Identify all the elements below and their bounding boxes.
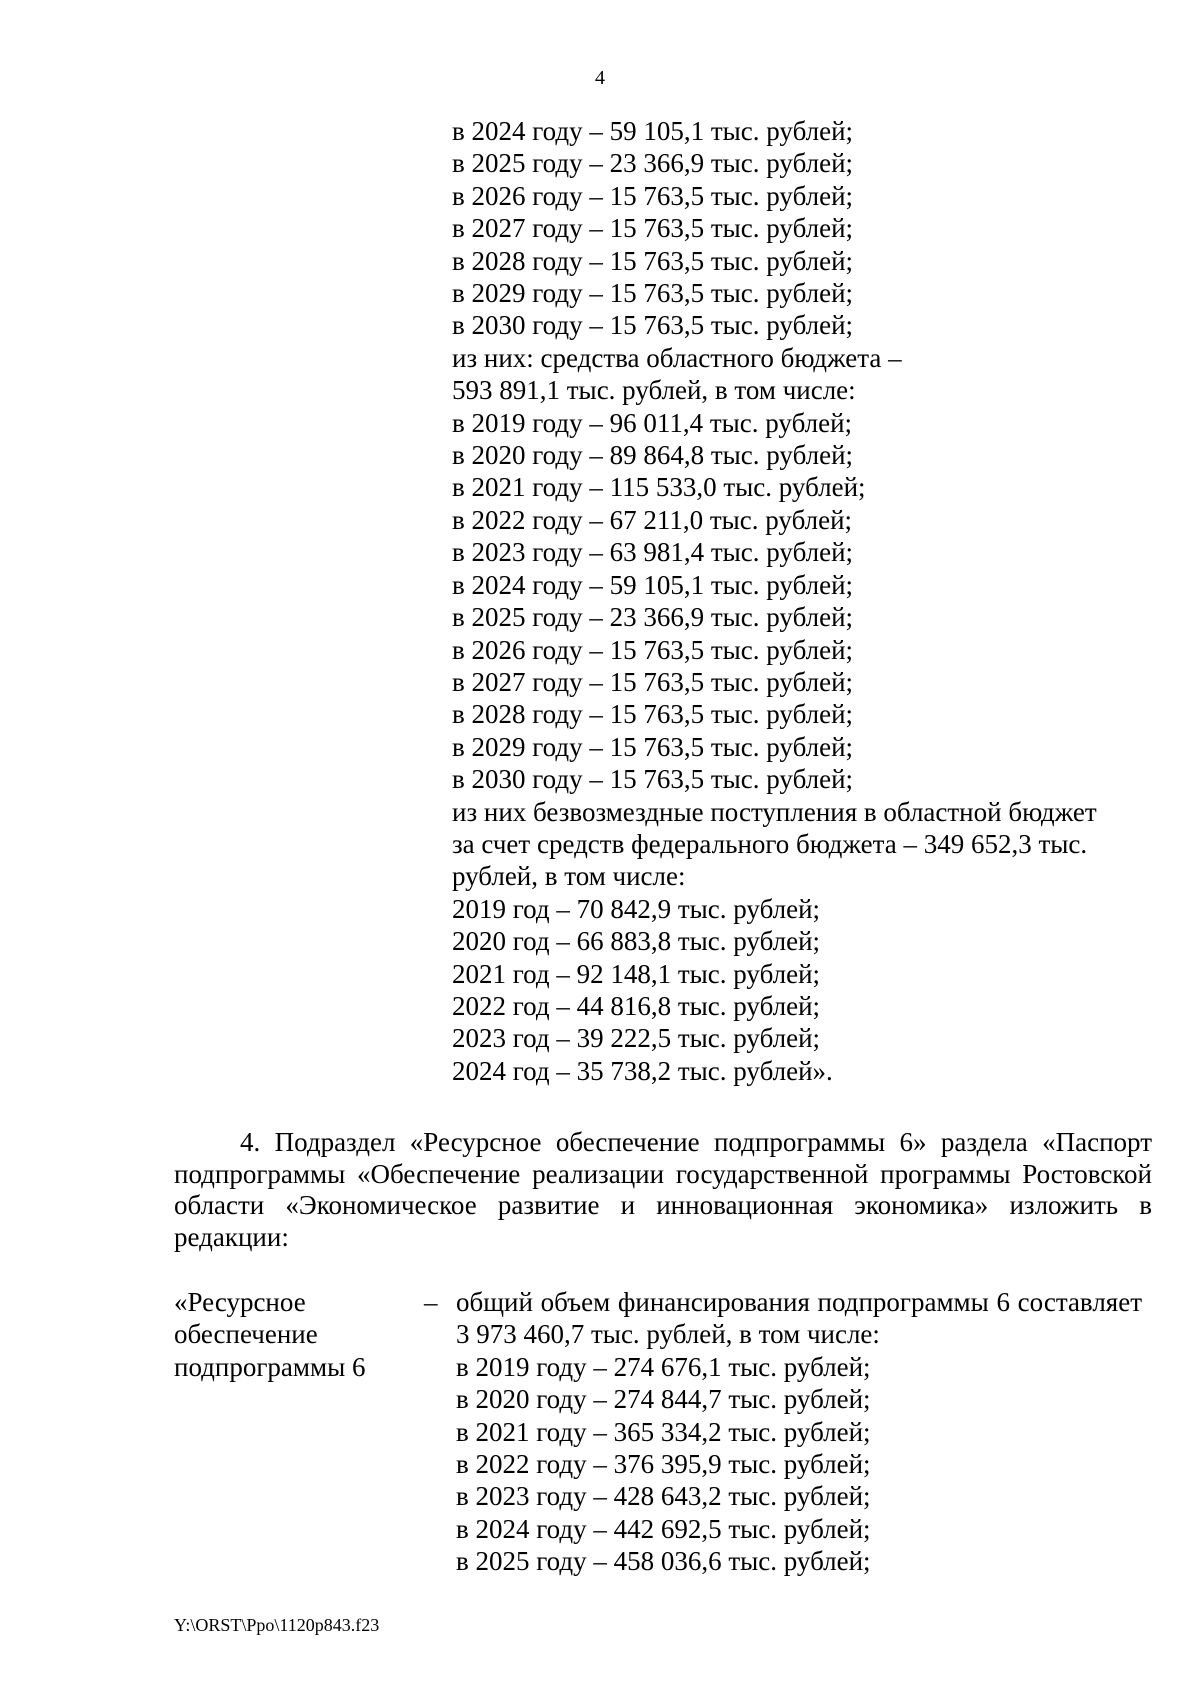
funding-line: в 2024 году – 59 105,1 тыс. рублей; [452, 569, 854, 600]
funding-line: из них: средства областного бюджета – [452, 342, 902, 373]
paragraph-4 [174, 1127, 1152, 1253]
resource-label-line: подпрограммы 6 [174, 1351, 366, 1382]
funding-line: 2019 год – 70 842,9 тыс. рублей; [452, 893, 821, 924]
funding-line: в 2030 году – 15 763,5 тыс. рублей; [452, 310, 854, 341]
funding-list-continued [452, 115, 1152, 1087]
funding-line: за счет средств федерального бюджета – 349 652,3 тыс. [452, 828, 1088, 859]
funding-line: в 2023 году – 63 981,4 тыс. рублей; [452, 537, 854, 568]
resource-year-line: в 2021 году – 365 334,2 тыс. рублей; [456, 1416, 871, 1447]
funding-line: в 2025 году – 23 366,9 тыс. рублей; [452, 602, 854, 633]
funding-line: из них безвозмездные поступления в областной бюджет [452, 796, 1097, 827]
funding-line: 593 891,1 тыс. рублей, в том числе: [452, 375, 856, 406]
resource-year-line: в 2022 году – 376 395,9 тыс. рублей; [456, 1449, 871, 1480]
funding-line: в 2020 году – 89 864,8 тыс. рублей; [452, 440, 854, 471]
resource-label-column [174, 1286, 420, 1578]
resource-intro: общий объем финансирования подпрограммы 6 составляет 3 973 460,7 тыс. рублей, в том числе: [456, 1287, 1142, 1350]
funding-line: в 2022 году – 67 211,0 тыс. рублей; [452, 504, 853, 535]
funding-line: в 2029 году – 15 763,5 тыс. рублей; [452, 731, 854, 762]
resource-dash: – [424, 1287, 438, 1317]
funding-line: рублей, в том числе: [452, 861, 686, 892]
funding-line: в 2030 году – 15 763,5 тыс. рублей; [452, 764, 854, 795]
resource-year-line: в 2024 году – 442 692,5 тыс. рублей; [456, 1513, 871, 1544]
funding-line: 2021 год – 92 148,1 тыс. рублей; [452, 958, 821, 989]
resource-year-line: в 2019 году – 274 676,1 тыс. рублей; [456, 1351, 871, 1382]
funding-line: в 2019 году – 96 011,4 тыс. рублей; [452, 407, 853, 438]
funding-line: 2024 год – 35 738,2 тыс. рублей». [452, 1055, 833, 1086]
funding-line: в 2024 году – 59 105,1 тыс. рублей; [452, 116, 854, 146]
resource-year-line: в 2023 году – 428 643,2 тыс. рублей; [456, 1481, 871, 1512]
resource-label-line: «Ресурсное [174, 1287, 306, 1317]
funding-line: в 2028 году – 15 763,5 тыс. рублей; [452, 245, 854, 276]
resource-label-line: обеспечение [174, 1319, 318, 1350]
funding-line: 2020 год – 66 883,8 тыс. рублей; [452, 926, 821, 957]
file-path-footer: Y:\ORST\Ppo\1120p843.f23 [174, 1615, 380, 1635]
funding-line: в 2029 году – 15 763,5 тыс. рублей; [452, 278, 854, 309]
funding-line: в 2026 году – 15 763,5 тыс. рублей; [452, 634, 854, 665]
resource-year-line: в 2020 году – 274 844,7 тыс. рублей; [456, 1384, 871, 1415]
funding-line: в 2028 году – 15 763,5 тыс. рублей; [452, 699, 854, 730]
resource-year-line: в 2025 году – 458 036,6 тыс. рублей; [456, 1546, 871, 1577]
resource-value-column [456, 1286, 1142, 1578]
paragraph-4-text: 4. Подраздел «Ресурсное обеспечение подпрограммы 6» раздела «Паспорт подпрограммы «Обеспечение реализации государственной программы Ростовской области «Экономическое развитие и инновационная экономика» изложить в редакции: [174, 1127, 1152, 1252]
funding-line: в 2026 году – 15 763,5 тыс. рублей; [452, 180, 854, 211]
page-number: 4 [595, 67, 605, 89]
funding-line: в 2021 году – 115 533,0 тыс. рублей; [452, 472, 866, 503]
funding-line: в 2027 году – 15 763,5 тыс. рублей; [452, 666, 854, 697]
resource-provision-table [174, 1286, 1154, 1578]
funding-line: в 2025 году – 23 366,9 тыс. рублей; [452, 148, 854, 179]
funding-line: 2022 год – 44 816,8 тыс. рублей; [452, 990, 821, 1021]
funding-line: 2023 год – 39 222,5 тыс. рублей; [452, 1023, 821, 1054]
funding-line: в 2027 году – 15 763,5 тыс. рублей; [452, 213, 854, 244]
